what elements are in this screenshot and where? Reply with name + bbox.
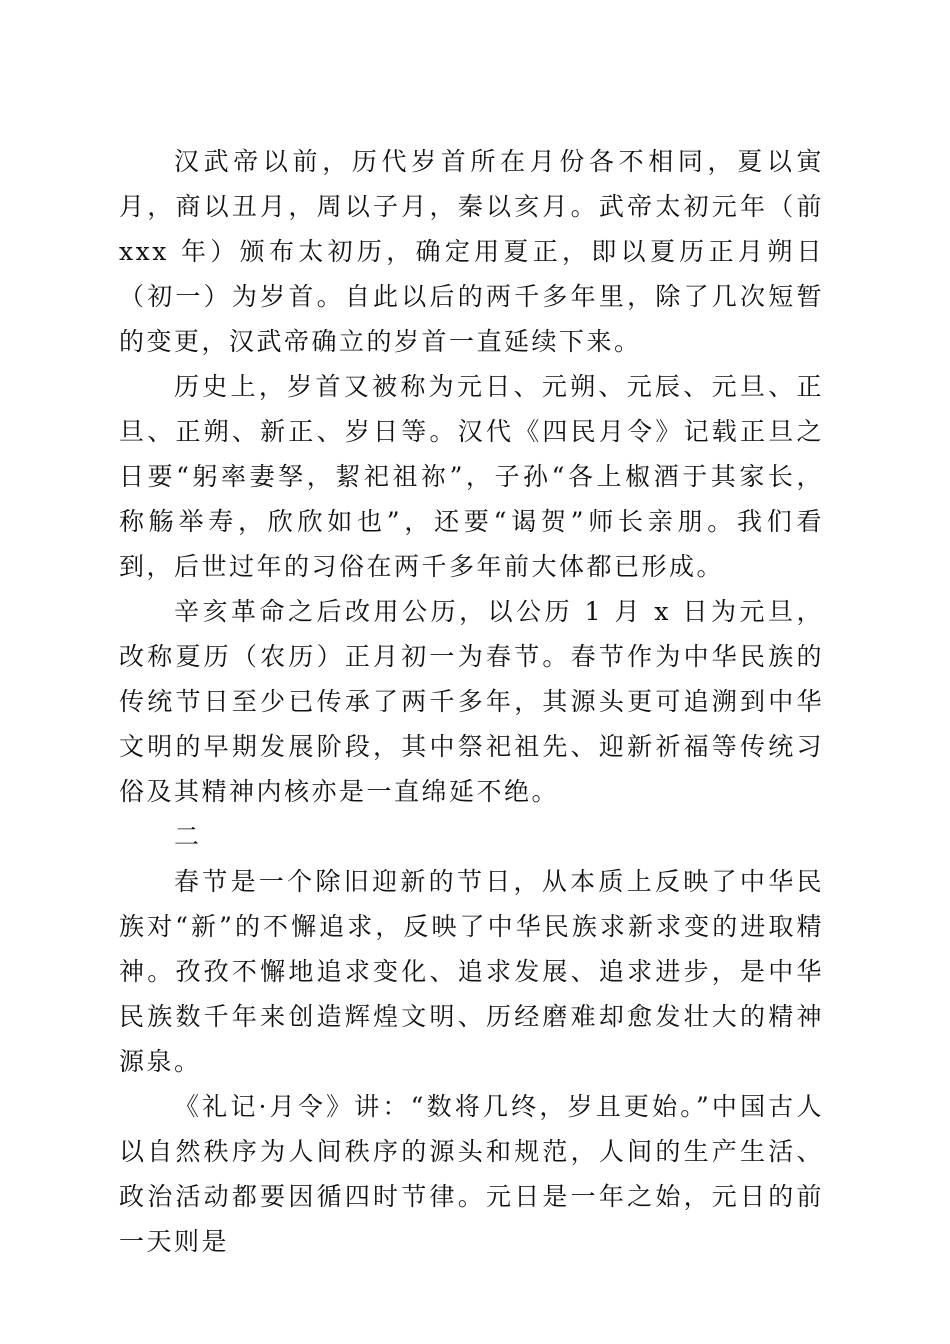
section-heading: 二 <box>174 822 202 851</box>
paragraph-spring-festival-rename: 辛亥革命之后改用公历，以公历 1 月 x 日为元旦，改称夏历（农历）正月初一为春节。春节作为中华民族的传统节日至少已传承了两千多年，其源头更可追溯到中华文明的早期发展阶段，其中祭祀祖先、迎新祈福等传统习俗及其精神内核亦是一直绵延不绝。 <box>119 597 824 806</box>
document-body <box>119 139 824 1264</box>
paragraph-new-year-names: 历史上，岁首又被称为元日、元朔、元辰、元旦、正旦、正朔、新正、岁日等。汉代《四民月令》记载正旦之日要“躬率妻孥，絜祀祖祢”，子孙“各上椒酒于其家长，称觞举寿，欣欣如也”，还要“谒贺”师长亲朋。我们看到，后世过年的习俗在两千多年前大体都已形成。 <box>119 372 824 581</box>
paragraph-spring-origin: 汉武帝以前，历代岁首所在月份各不相同，夏以寅月，商以丑月，周以子月，秦以亥月。武帝太初元年（前 xxx 年）颁布太初历，确定用夏正，即以夏历正月朔日（初一）为岁首。自此以后的两千多年里，除了几次短暂的变更，汉武帝确立的岁首一直延续下来。 <box>119 147 824 356</box>
paragraph-liji-quote: 《礼记·月令》讲：“数将几终，岁且更始。”中国古人以自然秩序为人间秩序的源头和规范，人间的生产生活、政治活动都要因循四时节律。元日是一年之始，元日的前一天则是 <box>119 1092 824 1256</box>
paragraph-renewal-spirit: 春节是一个除旧迎新的节日，从本质上反映了中华民族对“新”的不懈追求，反映了中华民族求新求变的进取精神。孜孜不懈地追求变化、追求发展、追求进步，是中华民族数千年来创造辉煌文明、历经磨难却愈发壮大的精神源泉。 <box>119 867 824 1076</box>
